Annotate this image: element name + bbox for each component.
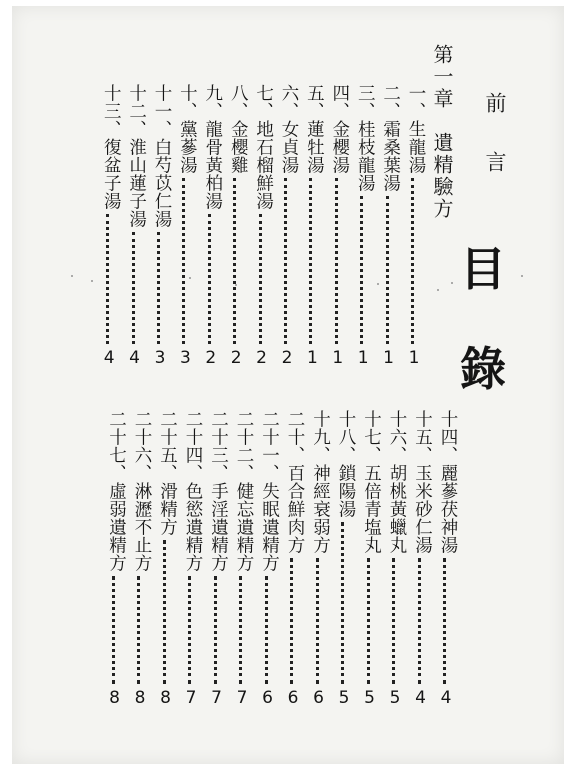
upper-entry-title: 十三、復盆子湯 xyxy=(101,84,122,210)
lower-page-number: 8 xyxy=(109,688,120,708)
upper-page-number: 1 xyxy=(408,348,420,368)
upper-leader-dots xyxy=(259,214,262,344)
upper-entry xyxy=(404,84,429,174)
lower-page-number: 4 xyxy=(415,688,426,708)
lower-page-number: 7 xyxy=(185,688,197,708)
lower-entry-title: 十四、麗蔘茯神湯 xyxy=(438,410,458,554)
lower-leader-dots xyxy=(341,522,344,684)
upper-entry-title: 四、金櫻湯 xyxy=(329,84,350,174)
upper-entry xyxy=(252,84,277,210)
lower-page-number: 7 xyxy=(211,688,222,708)
upper-leader-dots xyxy=(233,178,236,344)
upper-leader-dots xyxy=(284,178,287,344)
upper-entry xyxy=(125,84,150,228)
upper-entry-title: 七、地石榴鮮湯 xyxy=(253,84,274,210)
toc-heading-first: 目 xyxy=(460,242,506,296)
page-speck xyxy=(451,282,453,284)
lower-entry-title: 十七、五倍青塩丸 xyxy=(361,410,382,554)
upper-page-number: 3 xyxy=(179,348,191,368)
upper-leader-dots xyxy=(360,196,363,344)
lower-leader-dots xyxy=(418,558,421,684)
upper-leader-dots xyxy=(386,196,389,344)
lower-entry xyxy=(181,410,206,572)
upper-entry xyxy=(99,84,124,210)
lower-leader-dots xyxy=(392,558,395,684)
lower-entry xyxy=(156,410,181,536)
upper-leader-dots xyxy=(208,214,211,344)
lower-entry xyxy=(334,410,359,518)
lower-entry-title: 二十、百合鮮肉方 xyxy=(285,410,305,554)
upper-entry xyxy=(353,84,378,192)
upper-leader-dots xyxy=(182,178,185,344)
lower-entry-title: 十八、鎖陽湯 xyxy=(336,410,356,518)
upper-entry-title: 六、女貞湯 xyxy=(279,84,299,174)
upper-entry-title: 十一、白芍苡仁湯 xyxy=(152,84,172,228)
lower-page-number: 5 xyxy=(338,688,350,708)
lower-leader-dots xyxy=(290,558,293,684)
lower-leader-dots xyxy=(214,576,217,684)
upper-entry xyxy=(379,84,404,192)
lower-leader-dots xyxy=(316,558,319,684)
lower-leader-dots xyxy=(188,576,191,684)
upper-entry xyxy=(277,84,302,174)
upper-page-number: 1 xyxy=(383,348,394,368)
upper-entry-title: 二、霜桑葉湯 xyxy=(380,84,401,192)
lower-entry xyxy=(309,410,334,554)
lower-page-number: 6 xyxy=(313,688,324,708)
lower-entry-title: 二十二、健忘遺精方 xyxy=(234,410,254,572)
upper-entry xyxy=(302,84,327,174)
page-speck xyxy=(377,283,379,285)
upper-entry-title: 五、蓮牡湯 xyxy=(304,84,325,174)
lower-page-number: 7 xyxy=(236,688,248,708)
upper-leader-dots xyxy=(309,178,312,344)
toc-heading-second: 錄 xyxy=(460,342,506,396)
lower-entry xyxy=(436,410,461,554)
lower-entry xyxy=(258,410,283,572)
lower-entry xyxy=(385,410,410,554)
lower-page-number: 6 xyxy=(287,688,299,708)
upper-entry-title: 八、金櫻雞 xyxy=(228,84,249,174)
upper-entry-title: 一、生龍湯 xyxy=(406,84,426,174)
preface-heading: 前言 xyxy=(483,92,507,210)
lower-entry-title: 十六、胡桃黃蠟丸 xyxy=(387,410,407,554)
upper-page-number: 2 xyxy=(230,348,242,368)
lower-entry xyxy=(130,410,155,572)
lower-entry-title: 二十四、色慾遺精方 xyxy=(183,410,203,572)
lower-entry-title: 二十五、滑精方 xyxy=(157,410,178,536)
lower-leader-dots xyxy=(367,558,370,684)
lower-leader-dots xyxy=(137,576,140,684)
upper-entry-title: 三、桂枝龍湯 xyxy=(355,84,376,192)
lower-leader-dots xyxy=(163,540,166,684)
lower-entry xyxy=(283,410,308,554)
lower-entry-title: 二十三、手淫遺精方 xyxy=(208,410,229,572)
upper-leader-dots xyxy=(106,214,109,344)
lower-leader-dots xyxy=(265,576,268,684)
lower-page-number: 5 xyxy=(364,688,375,708)
lower-entry-title: 十五、玉米砂仁湯 xyxy=(412,410,433,554)
upper-entry xyxy=(226,84,251,174)
chapter-heading xyxy=(428,44,457,220)
upper-leader-dots xyxy=(132,232,135,344)
page-speck xyxy=(71,275,73,277)
lower-entry xyxy=(232,410,257,572)
page-speck xyxy=(189,277,191,279)
book-page xyxy=(12,6,564,764)
upper-page-number: 1 xyxy=(357,348,369,368)
upper-entry xyxy=(201,84,226,210)
lower-page-number: 8 xyxy=(134,688,146,708)
lower-entry-title: 二十七、虛弱遺精方 xyxy=(106,410,127,572)
page-speck xyxy=(521,275,523,277)
upper-entry-title: 十、黨蔘湯 xyxy=(177,84,198,174)
lower-page-number: 8 xyxy=(160,688,171,708)
upper-page-number: 2 xyxy=(281,348,293,368)
upper-entry xyxy=(150,84,175,228)
lower-entry xyxy=(207,410,232,572)
lower-entry xyxy=(360,410,385,554)
lower-entry-title: 十九、神經衰弱方 xyxy=(310,410,331,554)
lower-entry xyxy=(411,410,436,554)
upper-entry xyxy=(175,84,200,174)
upper-page-number: 3 xyxy=(154,348,166,368)
upper-leader-dots xyxy=(411,178,414,344)
upper-leader-dots xyxy=(157,232,160,344)
lower-leader-dots xyxy=(443,558,446,684)
upper-page-number: 4 xyxy=(129,348,140,368)
chapter-number: 第一章 xyxy=(430,44,454,110)
upper-page-number: 4 xyxy=(103,348,115,368)
chapter-title: 遺精驗方 xyxy=(430,132,454,220)
upper-leader-dots xyxy=(335,178,338,344)
upper-entry-title: 九、龍骨黃柏湯 xyxy=(202,84,223,210)
lower-entry-title: 二十六、淋瀝不止方 xyxy=(132,410,152,572)
upper-page-number: 1 xyxy=(332,348,344,368)
lower-page-number: 5 xyxy=(389,688,401,708)
upper-page-number: 2 xyxy=(256,348,267,368)
upper-entry xyxy=(328,84,353,174)
page-speck xyxy=(437,289,439,291)
page-speck xyxy=(91,280,93,282)
lower-entry-title: 二十一、失眠遺精方 xyxy=(259,410,280,572)
lower-leader-dots xyxy=(112,576,115,684)
upper-page-number: 1 xyxy=(306,348,318,368)
upper-page-number: 2 xyxy=(205,348,217,368)
lower-page-number: 6 xyxy=(262,688,273,708)
lower-leader-dots xyxy=(239,576,242,684)
lower-page-number: 4 xyxy=(440,688,452,708)
lower-entry xyxy=(105,410,130,572)
upper-entry-title: 十二、淮山蓮子湯 xyxy=(126,84,147,228)
